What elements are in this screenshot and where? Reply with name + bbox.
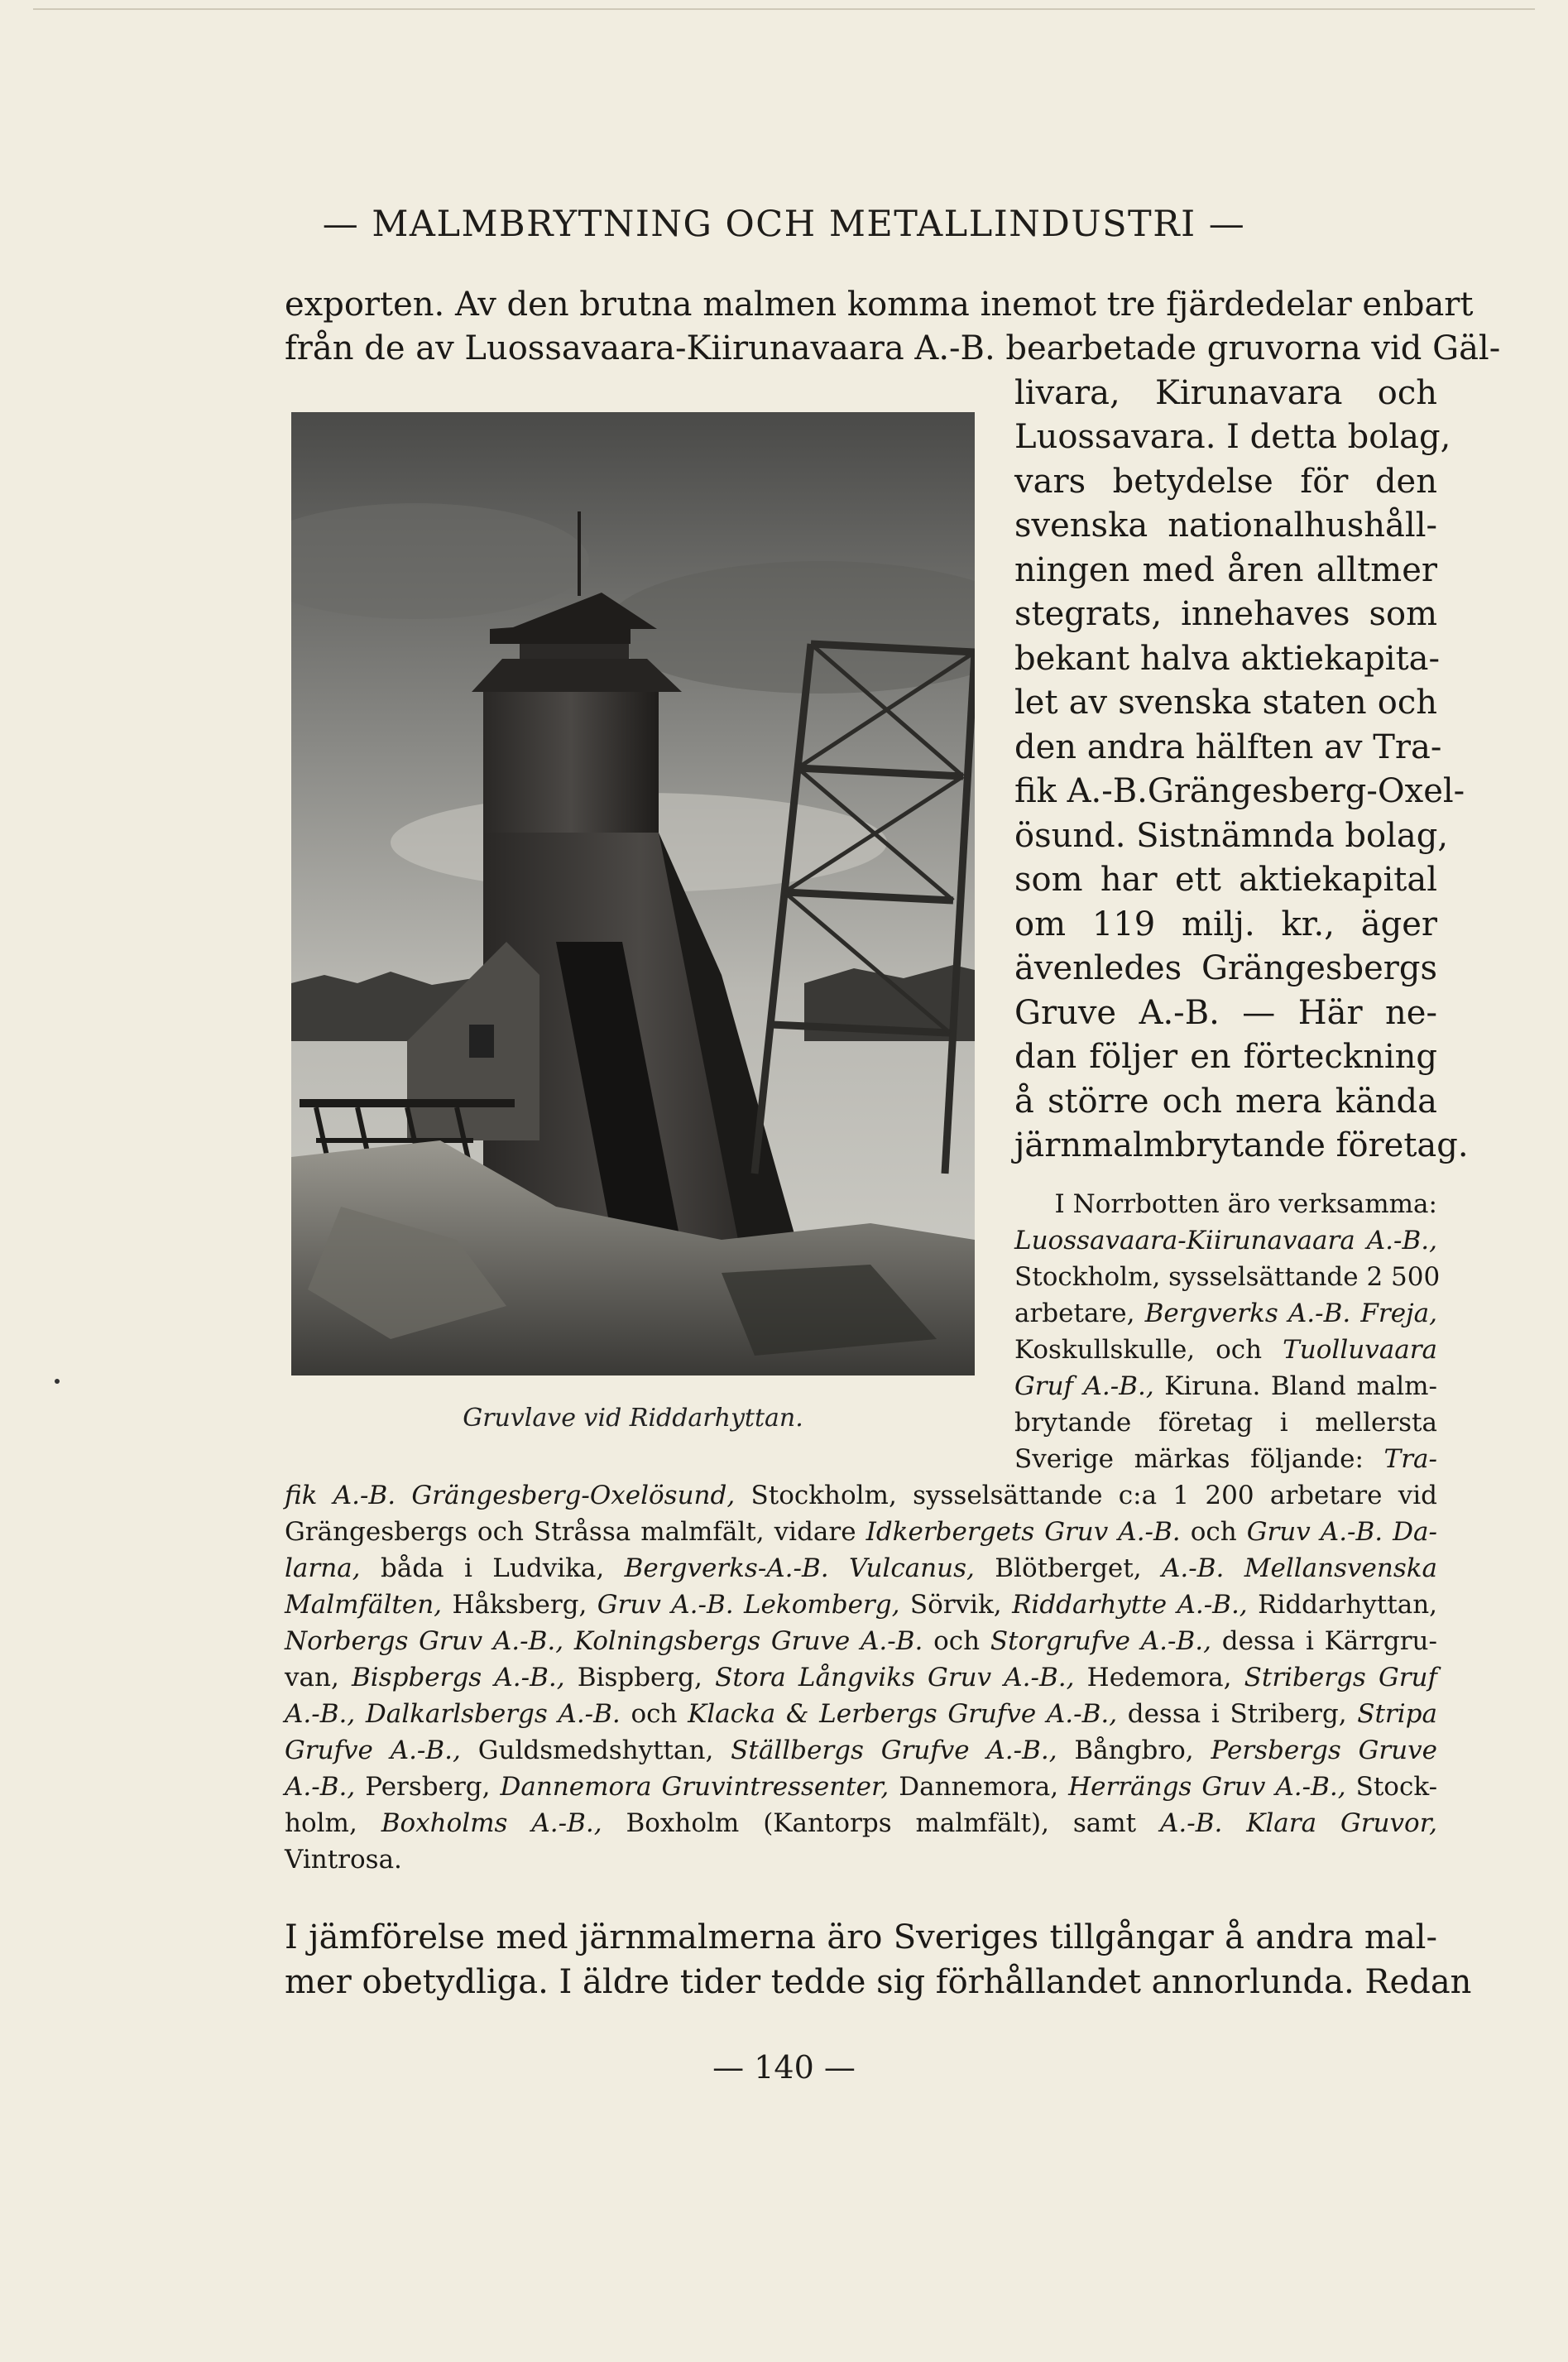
text-line: mer obetydliga. I äldre tider tedde sig förhållandet annorlunda. Redan	[285, 1963, 1472, 2001]
company-name: Bergverks-A.-B. Vulcanus,	[624, 1553, 975, 1583]
page-number: — 140 —	[712, 2049, 856, 2086]
text-run: Persberg,	[365, 1772, 491, 1802]
text-line: svenska nationalhushåll-	[1014, 506, 1437, 545]
text-run: och	[1190, 1517, 1237, 1547]
text-run: Kiruna. Bland malm-	[1164, 1371, 1437, 1401]
text-line: å större och mera kända	[1014, 1083, 1437, 1121]
small-text-line	[1014, 1226, 1437, 1255]
text-run: och	[933, 1626, 981, 1656]
company-name: Idkerbergets Gruv A.-B.	[866, 1517, 1181, 1547]
text-run: dessa i Striberg,	[1127, 1699, 1347, 1729]
text-run: dessa i Kärrgru-	[1221, 1626, 1437, 1656]
company-name: larna,	[285, 1553, 361, 1583]
company-name: Tuolluvaara	[1283, 1335, 1438, 1365]
text-run: Sörvik,	[909, 1590, 1002, 1620]
text-run: och	[631, 1699, 678, 1729]
text-line: Luossavara. I detta bolag,	[1014, 418, 1451, 456]
text-run: Grängesbergs och Stråssa malmfält, vidare	[285, 1517, 856, 1547]
text-line: I jämförelse med järnmalmerna äro Sveriges tillgångar å andra mal-	[285, 1918, 1437, 1956]
small-text-line	[1014, 1262, 1441, 1292]
small-text-line	[1046, 1189, 1437, 1219]
text-run: Sverige märkas följande:	[1014, 1444, 1364, 1474]
text-line: vars betydelse för den	[1014, 463, 1437, 501]
company-name: A.-B., Dalkarlsbergs A.-B.	[285, 1699, 621, 1729]
text-line: stegrats, innehaves som	[1014, 595, 1437, 633]
small-text-line	[1014, 1335, 1437, 1365]
text-run: Håksberg,	[452, 1590, 587, 1620]
small-text-line	[285, 1590, 1437, 1620]
text-run: Blötberget,	[995, 1553, 1142, 1583]
small-text-line	[285, 1553, 1437, 1583]
small-text-line	[285, 1517, 1437, 1547]
text-run: Riddarhyttan,	[1258, 1590, 1438, 1620]
small-text-line	[285, 1808, 1437, 1838]
company-name: Persbergs Gruve	[1211, 1735, 1437, 1765]
top-edge-rule	[33, 8, 1535, 10]
small-text-line	[1014, 1408, 1437, 1438]
company-name: Bispbergs A.-B.,	[352, 1663, 565, 1692]
small-text-line	[285, 1663, 1437, 1692]
text-line: Gruve A.-B. — Här ne-	[1014, 994, 1437, 1032]
text-run: Hedemora,	[1086, 1663, 1232, 1692]
company-name: Klacka & Lerbergs Grufve A.-B.,	[688, 1699, 1118, 1729]
text-line: järnmalmbrytande företag.	[1014, 1126, 1469, 1164]
company-name: Storgrufve A.-B.,	[990, 1626, 1211, 1656]
small-text-line	[285, 1481, 1437, 1510]
text-run: Bångbro,	[1074, 1735, 1194, 1765]
small-text-line	[285, 1735, 1437, 1765]
company-name: Gruv A.-B. Da-	[1246, 1517, 1437, 1547]
text-run: van,	[285, 1663, 339, 1692]
company-name: Luossavaara-Kiirunavaara	[1014, 1226, 1355, 1255]
small-text-line	[285, 1772, 1437, 1802]
company-name: A.-B. Klara Gruvor,	[1159, 1808, 1437, 1838]
small-text-line	[285, 1699, 1437, 1729]
text-run: Stockholm, sysselsättande c:a 1 200 arbetare vid	[750, 1481, 1437, 1510]
small-text-line	[1014, 1371, 1437, 1401]
company-name: Gruv A.-B. Lekomberg,	[597, 1590, 900, 1620]
text-run: arbetare,	[1014, 1299, 1135, 1328]
text-run: båda i Ludvika,	[380, 1553, 605, 1583]
text-line: ävenledes Grängesbergs	[1014, 949, 1437, 987]
photo-caption: Gruvlave vid Riddarhyttan.	[463, 1404, 803, 1433]
small-text-line	[1014, 1299, 1437, 1328]
company-name: Riddarhytte A.-B.,	[1012, 1590, 1248, 1620]
company-name: Norbergs Gruv A.-B., Kolningsbergs Gruve A.-B.	[285, 1626, 923, 1656]
text-run: Guldsmedshyttan,	[477, 1735, 714, 1765]
photo-illustration	[291, 412, 975, 1375]
company-name: Gruf A.-B.,	[1014, 1371, 1154, 1401]
small-text-line	[285, 1626, 1437, 1656]
text-run: Koskullskulle, och	[1014, 1335, 1263, 1365]
text-run: I Norrbotten äro verksamma:	[1054, 1189, 1437, 1219]
text-run: Boxholm (Kantorps malmfält), samt	[626, 1808, 1137, 1838]
text-line: exporten. Av den brutna malmen komma inemot tre fjärdedelar enbart	[285, 286, 1474, 324]
text-line: från de av Luossavaara-Kiirunavaara A.-B. bearbetade gruvorna vid Gäl-	[285, 329, 1501, 367]
text-run: brytande företag i mellersta	[1014, 1408, 1437, 1438]
company-name: A.-B. Mellansvenska	[1162, 1553, 1438, 1583]
company-name: A.-B.,	[285, 1772, 356, 1802]
text-run: holm,	[285, 1808, 357, 1838]
text-line: bekant halva aktiekapita-	[1014, 640, 1441, 678]
text-run: Stock-	[1355, 1772, 1438, 1802]
text-run: Vintrosa.	[285, 1845, 402, 1875]
company-name: Boxholms A.-B.,	[381, 1808, 602, 1838]
company-name: Grufve A.-B.,	[285, 1735, 461, 1765]
text-line: livara, Kirunavara och	[1014, 374, 1437, 412]
company-name: Stribergs Gruf	[1244, 1663, 1437, 1692]
text-line: ningen med åren alltmer	[1014, 551, 1437, 589]
company-name: fik A.-B. Grängesberg-Oxelösund,	[285, 1481, 736, 1510]
text-line: den andra hälften av Tra-	[1014, 728, 1442, 766]
company-name: Tra-	[1383, 1444, 1437, 1474]
text-line: ösund. Sistnämnda bolag,	[1014, 817, 1449, 855]
text-run: Stockholm, sysselsättande 2 500	[1014, 1262, 1441, 1292]
small-text-line	[285, 1845, 402, 1875]
company-name: Bergverks A.-B. Freja,	[1144, 1299, 1437, 1328]
company-suffix: A.-B.,	[1366, 1226, 1437, 1255]
text-line: fik A.-B.Grängesberg-Oxel-	[1014, 772, 1465, 810]
text-run: Dannemora,	[899, 1772, 1059, 1802]
company-name: Ställbergs Grufve A.-B.,	[731, 1735, 1057, 1765]
company-name: Stora Långviks Gruv A.-B.,	[715, 1663, 1075, 1692]
running-header: — MALMBRYTNING OCH METALLINDUSTRI —	[322, 204, 1246, 245]
text-run: Bispberg,	[577, 1663, 702, 1692]
text-line: let av svenska staten och	[1014, 684, 1437, 722]
mine-shaft-photo	[291, 412, 975, 1375]
company-name: Dannemora Gruvintressenter,	[500, 1772, 889, 1802]
margin-dot	[55, 1379, 60, 1384]
text-line: som har ett aktiekapital	[1014, 861, 1437, 899]
company-name: Herrängs Gruv A.-B.,	[1068, 1772, 1346, 1802]
company-name: Stripa	[1357, 1699, 1437, 1729]
text-line: dan följer en förteckning	[1014, 1038, 1437, 1076]
text-line: om 119 milj. kr., äger	[1014, 905, 1437, 943]
small-text-line	[1014, 1444, 1437, 1474]
company-name: Malmfälten,	[285, 1590, 443, 1620]
